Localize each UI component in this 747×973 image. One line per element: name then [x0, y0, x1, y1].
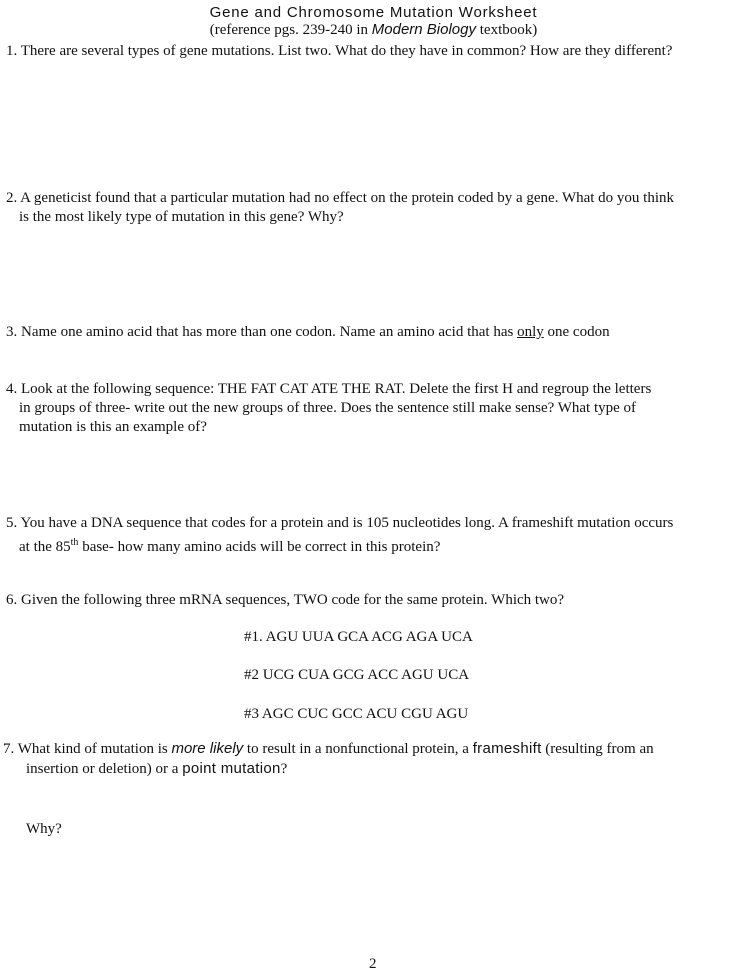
- question-5-line: [19, 534, 440, 556]
- question-2-line: 2. A geneticist found that a particular mutation had no effect on the protein coded by a gene. What do you think: [6, 190, 675, 206]
- q3-underlined: only: [517, 324, 544, 340]
- q7-text: ?: [280, 761, 288, 777]
- question-5-line: 5. You have a DNA sequence that codes for a protein and is 105 nucleotides long. A frameshift mutation occurs: [6, 515, 674, 531]
- q7-emphasis: more likely: [171, 740, 244, 757]
- q7-text: (resulting from an: [541, 741, 654, 757]
- q7-text: 7. What kind of mutation is: [3, 741, 172, 757]
- q7-text: to result in a nonfunctional protein, a: [243, 741, 473, 757]
- q3-text: 3. Name one amino acid that has more than one codon. Name an amino acid that has: [6, 324, 518, 340]
- mrna-sequence-3: #3 AGC CUC GCC ACU CGU AGU: [244, 706, 469, 722]
- q5-text: base- how many amino acids will be correct in this protein?: [78, 539, 441, 555]
- ordinal-suffix: th: [70, 537, 79, 548]
- worksheet-subtitle: [0, 21, 747, 39]
- page-number: 2: [369, 956, 377, 972]
- question-4-line: mutation is this an example of?: [19, 419, 207, 435]
- question-7-why: Why?: [26, 821, 62, 837]
- worksheet-title: Gene and Chromosome Mutation Worksheet: [209, 4, 538, 21]
- question-4-line: in groups of three- write out the new groups of three. Does the sentence still make sense? What type of: [19, 400, 637, 416]
- q7-term: point mutation: [182, 760, 281, 777]
- question-1: 1. There are several types of gene mutations. List two. What do they have in common? How are they different?: [6, 43, 673, 59]
- mrna-sequence-2: #2 UCG CUA GCG ACC AGU UCA: [244, 667, 470, 683]
- question-6: 6. Given the following three mRNA sequences, TWO code for the same protein. Which two?: [6, 592, 565, 608]
- question-2-line: is the most likely type of mutation in this gene? Why?: [19, 209, 344, 225]
- q3-text: one codon: [543, 324, 610, 340]
- textbook-name: Modern Biology: [371, 21, 476, 38]
- question-4-line: 4. Look at the following sequence: THE FAT CAT ATE THE RAT. Delete the first H and regroup the letters: [6, 381, 652, 397]
- question-7-line: [3, 740, 654, 758]
- question-7-line: [26, 760, 287, 778]
- mrna-sequence-1: #1. AGU UUA GCA ACG AGA UCA: [244, 629, 473, 645]
- q7-term: frameshift: [472, 740, 542, 757]
- subtitle-text: (reference pgs. 239-240 in: [209, 22, 372, 38]
- q7-text: insertion or deletion) or a: [26, 761, 183, 777]
- q5-text: at the 85: [19, 539, 71, 555]
- question-3: [6, 323, 610, 341]
- subtitle-text: textbook): [476, 22, 538, 38]
